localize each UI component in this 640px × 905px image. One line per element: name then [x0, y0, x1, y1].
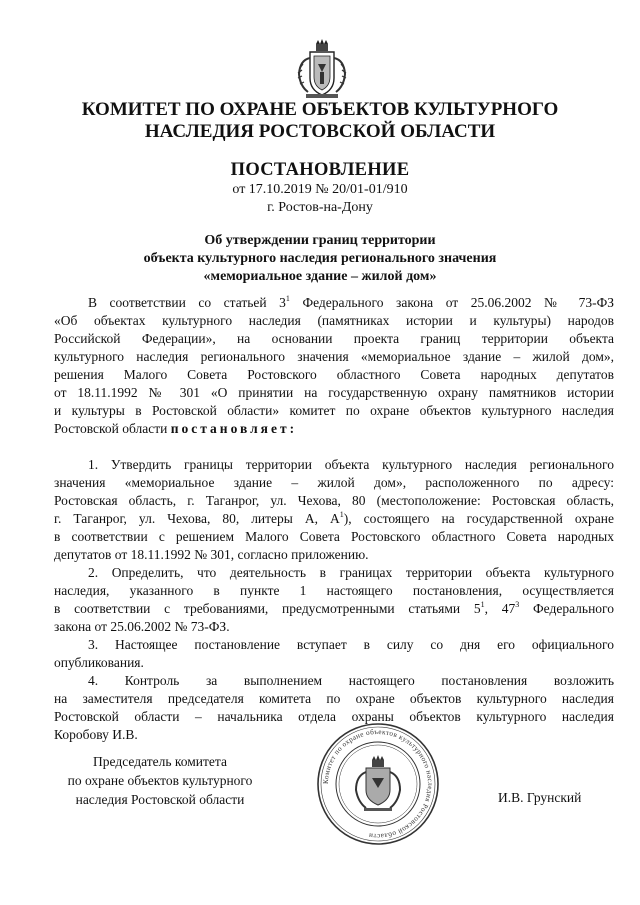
item-2-line: закона от 25.06.2002 № 73-ФЗ.: [54, 619, 230, 634]
signatory-title-line: наследия Ростовской области: [75, 792, 245, 807]
text-line: Ростовской области постановляет:: [54, 421, 298, 436]
subject-line: объекта культурного наследия регионального значения: [143, 251, 497, 266]
text-line: от 18.11.1992 № 301 «О принятии на государственную охрану памятников истории: [54, 385, 614, 400]
item-4-line: Ростовской области – начальника отдела охраны объектов культурного наследия: [54, 709, 614, 724]
text-line: В соответствии со статьей $3^1$ Федерального закона от 25.06.2002 № 73-ФЗ: [88, 294, 615, 310]
coat-of-arms-icon: [296, 38, 348, 100]
item-1-line: депутатов от 18.11.1992 № 301, согласно приложению.: [54, 547, 369, 562]
signatory-title: [60, 752, 260, 809]
signatory-name: И.В. Грунский: [498, 790, 582, 805]
item-4-line: Коробову И.В.: [54, 727, 138, 742]
text-line: решения Малого Совета Ростовского областного Совета народных депутатов: [54, 367, 614, 382]
text-line: и культуры в Ростовской области» комитет по охране объектов культурного наследия: [54, 403, 614, 418]
organization-name-line1: КОМИТЕТ ПО ОХРАНЕ ОБЪЕКТОВ КУЛЬТУРНОГО: [81, 99, 559, 120]
item-1-line: Ростовская область, г. Таганрог, ул. Чехова, 80 (местоположение: Ростовская область,: [54, 493, 614, 508]
subject-line: Об утверждении границ территории: [204, 233, 436, 248]
item-3-line: опубликования.: [54, 655, 144, 670]
organization-name-line2: НАСЛЕДИЯ РОСТОВСКОЙ ОБЛАСТИ: [144, 121, 496, 142]
document-subject: [60, 232, 580, 286]
text-line: Российской Федерации», на основании проекта границ территории объекта: [54, 331, 614, 346]
item-2-line: наследия, указанного в пункте 1 настоящего постановления, осуществляется: [54, 583, 614, 598]
text-line: культурного наследия регионального значения «мемориальное здание – жилой дом»,: [54, 349, 614, 364]
signatory-title-line: по охране объектов культурного: [67, 773, 253, 788]
item-1-line: 1. Утвердить границы территории объекта культурного наследия регионального: [88, 457, 614, 472]
text-line: «Об объектах культурного наследия (памятниках истории и культуры) народов: [54, 313, 614, 328]
item-2-line: 2. Определить, что деятельность в границах территории объекта культурного: [88, 565, 614, 580]
seal-ring-text: Комитет по охране объектов культурного наследия Ростовской области: [321, 727, 435, 841]
document-city: г. Ростов-на-Дону: [267, 200, 373, 215]
signatory-title-line: Председатель комитета: [93, 754, 227, 769]
document-date-number: от 17.10.2019 № 20/01-01/910: [232, 182, 408, 197]
preamble-paragraph: [54, 294, 614, 438]
item-4-line: на заместителя председателя комитета по охране объектов культурного наследия: [54, 691, 614, 706]
subject-line: «мемориальное здание – жилой дом»: [203, 269, 437, 284]
item-3-line: 3. Настоящее постановление вступает в силу со дня его официального: [88, 637, 614, 652]
document-type: ПОСТАНОВЛЕНИЕ: [230, 160, 410, 180]
item-4-line: 4. Контроль за выполнением настоящего постановления возложить: [88, 673, 614, 688]
item-1-line: г. Таганрог, ул. Чехова, 80, литеры А, $А^1$), состоящего на государственной охране: [54, 510, 614, 526]
official-seal-icon: [314, 720, 442, 848]
item-2-line: в соответствии с требованиями, предусмотренными статьями $5^1$, $47^3$ Федерального: [54, 600, 614, 616]
item-1-line: значения «мемориальное здание – жилой дом», расположенного по адресу:: [54, 475, 614, 490]
item-1-line: в соответствии с решением Малого Совета Ростовского областного Совета народных: [54, 529, 614, 544]
resolves-keyword: постановляет:: [170, 421, 298, 436]
resolution-items: [54, 456, 614, 744]
